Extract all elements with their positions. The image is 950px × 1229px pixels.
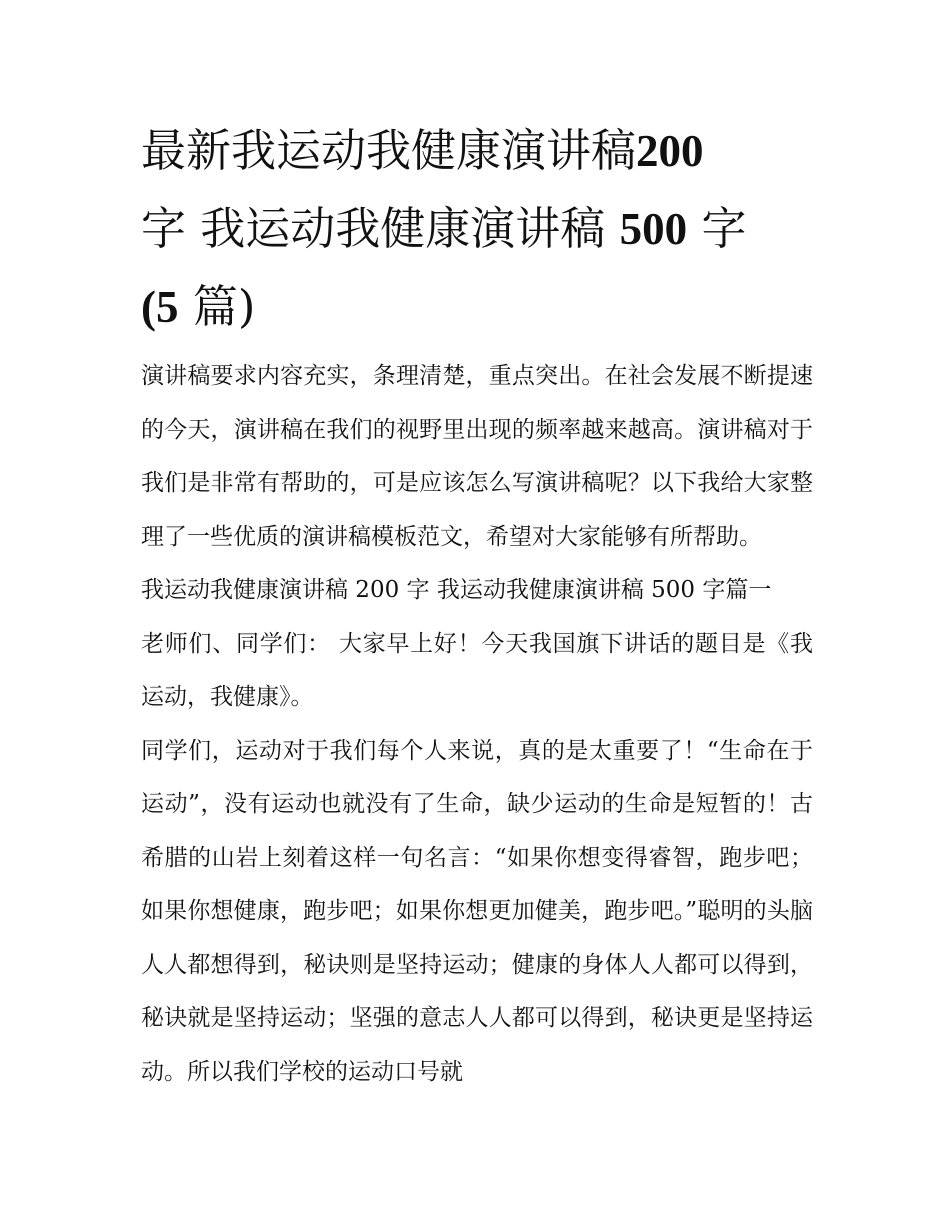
title-part-2: 字 我运动我健康演讲稿 — [141, 202, 606, 255]
document-content — [141, 112, 813, 1099]
title-part-4: (5 — [141, 282, 179, 332]
paragraph-main: 同学们，运动对于我们每个人来说，真的是太重要了！“生命在于运动”，没有运动也就没有了生命，缺少运动的生命是短暂的！古希腊的山岩上刻着这样一句名言：“如果你想变得睿智，跑步吧；如果你想健康，跑步吧；如果你想更加健美，跑步吧。”聪明的头脑人人都想得到，秘诀则是坚持运动；健康的身体人人都可以得到，秘诀就是坚持运动；坚强的意志人人都可以得到，秘诀更是坚持运动。所以我们学校的运动口号就 — [141, 737, 813, 1085]
title-part-1: 最新我运动我健康演讲稿 — [141, 124, 637, 177]
paragraph-intro: 演讲稿要求内容充实，条理清楚，重点突出。在社会发展不断提速的今天，演讲稿在我们的视野里出现的频率越来越高。演讲稿对于我们是非常有帮助的，可是应该怎么写演讲稿呢？以下我给大家整理了一些优质的演讲稿模板范文，希望对大家能够有所帮助。 — [141, 363, 813, 550]
paragraph-section-heading: 我运动我健康演讲稿 200 字 我运动我健康演讲稿 500 字篇一 — [141, 577, 772, 603]
document-title — [141, 112, 813, 346]
title-part-3: 字 — [701, 202, 747, 255]
title-number-200: 200 — [636, 126, 704, 176]
document-body — [141, 350, 813, 1099]
paragraph-greeting: 老师们、同学们： 大家早上好！今天我国旗下讲话的题目是《我运动，我健康》。 — [141, 630, 813, 710]
title-number-500: 500 — [619, 204, 688, 254]
title-part-5: 篇) — [192, 280, 256, 333]
